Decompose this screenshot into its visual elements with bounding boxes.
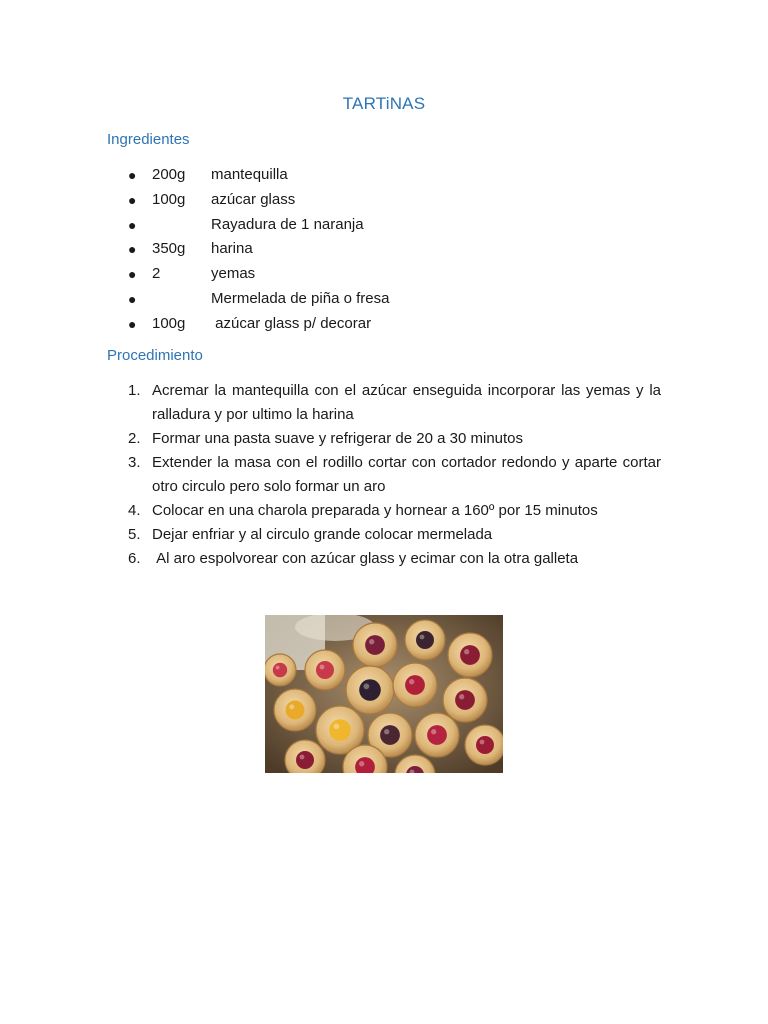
jam-center (427, 725, 447, 745)
step-text: Extender la masa con el rodillo cortar con cortador redondo y aparte cortar otro circulo pero solo formar un aro (152, 454, 661, 495)
jam-center (365, 635, 385, 655)
jam-center (359, 679, 381, 701)
jam-center (273, 663, 287, 677)
procedure-step (0, 427, 768, 451)
ingredient-desc: azúcar glass (211, 190, 296, 208)
cookies-illustration (265, 615, 503, 773)
step-number: 5. (128, 526, 141, 543)
bullet-icon: ● (128, 241, 137, 258)
bullet-icon: ● (128, 266, 137, 283)
ingredient-item (0, 312, 768, 337)
ingredient-qty: 350g (152, 240, 186, 258)
ingredient-qty: 100g (152, 314, 186, 332)
ingredient-item (0, 287, 768, 312)
procedure-step (0, 379, 768, 427)
jam-center (416, 631, 434, 649)
ingredient-item (0, 237, 768, 262)
jam-highlight (276, 666, 280, 670)
ingredient-item (0, 188, 768, 213)
step-text: Al aro espolvorear con azúcar glass y ecimar con la otra galleta (152, 550, 579, 567)
ingredients-list (0, 163, 768, 337)
jam-center (460, 645, 480, 665)
bullet-icon: ● (128, 216, 137, 233)
bullet-icon: ● (128, 315, 137, 332)
jam-highlight (459, 694, 464, 699)
procedure-list (0, 379, 768, 571)
step-number: 4. (128, 502, 141, 519)
step-text: Dejar enfriar y al circulo grande colocar mermelada (152, 526, 493, 543)
procedure-heading: Procedimiento (107, 347, 203, 364)
ingredient-item (0, 163, 768, 188)
ingredient-item (0, 262, 768, 287)
ingredients-heading: Ingredientes (107, 131, 190, 148)
jam-center (455, 690, 475, 710)
jam-highlight (320, 665, 325, 670)
jam-highlight (334, 724, 340, 730)
step-number: 3. (128, 454, 141, 471)
bullet-icon: ● (128, 290, 137, 307)
jam-highlight (300, 755, 305, 760)
ingredient-desc: azúcar glass p/ decorar (211, 314, 372, 332)
bullet-icon: ● (128, 191, 137, 208)
jam-center (380, 725, 400, 745)
jam-highlight (480, 740, 485, 745)
procedure-step (0, 547, 768, 571)
jam-highlight (369, 639, 374, 644)
ingredient-desc: harina (211, 240, 253, 258)
cookies-photo (265, 615, 503, 773)
ingredient-item (0, 213, 768, 238)
procedure-step (0, 499, 768, 523)
jam-highlight (289, 704, 294, 709)
jam-highlight (431, 729, 436, 734)
step-number: 1. (128, 382, 141, 399)
procedure-step (0, 523, 768, 547)
ingredient-qty: 100g (152, 190, 186, 208)
jam-center (329, 719, 351, 741)
jam-highlight (364, 684, 370, 690)
step-number: 2. (128, 430, 141, 447)
jam-center (405, 675, 425, 695)
jam-highlight (384, 729, 389, 734)
step-number: 6. (128, 550, 141, 567)
ingredient-desc: Mermelada de piña o fresa (211, 289, 390, 307)
jam-highlight (409, 679, 414, 684)
ingredient-desc: mantequilla (211, 166, 288, 183)
step-text: Acremar la mantequilla con el azúcar enseguida incorporar las yemas y la ralladura y por ultimo la harina (152, 382, 661, 423)
procedure-step (0, 451, 768, 499)
ingredient-qty: 200g (152, 166, 186, 183)
jam-center (476, 736, 494, 754)
step-text: Formar una pasta suave y refrigerar de 20 a 30 minutos (152, 430, 524, 447)
jam-highlight (359, 761, 364, 766)
bullet-icon: ● (128, 167, 137, 183)
jam-highlight (464, 649, 469, 654)
ingredient-qty: 2 (152, 265, 161, 283)
jam-center (286, 701, 305, 720)
step-text: Colocar en una charola preparada y hornear a 160º por 15 minutos (152, 502, 598, 519)
ingredient-desc: Rayadura de 1 naranja (211, 215, 364, 233)
recipe-title: TARTiNAS (342, 94, 426, 113)
jam-center (316, 661, 334, 679)
jam-highlight (420, 635, 425, 640)
ingredient-desc: yemas (211, 265, 256, 283)
jam-center (296, 751, 314, 769)
